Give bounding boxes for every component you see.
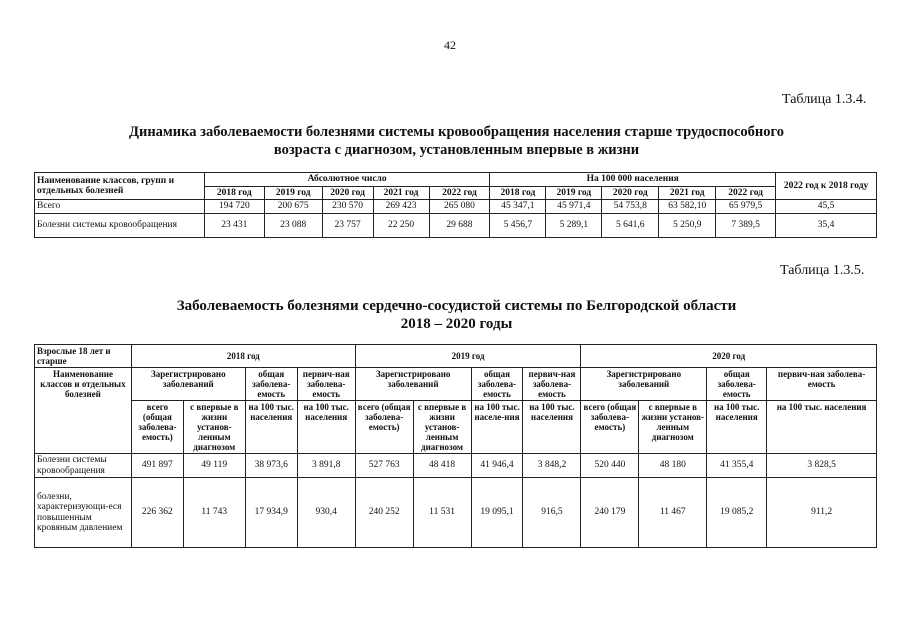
table-cell: 269 423 — [373, 200, 429, 214]
year-header: 2021 год — [373, 186, 429, 200]
table-cell: 7 389,5 — [716, 214, 776, 238]
table-cell: 38 973,6 — [245, 454, 297, 478]
year-header: 2020 год — [322, 186, 373, 200]
table-cell: 240 252 — [355, 478, 413, 548]
table-cell: 48 418 — [413, 454, 471, 478]
table-2-leaf-header-row — [35, 401, 877, 454]
header-per-100k: на 100 тыс. населения — [707, 401, 767, 454]
table-cell: 41 946,4 — [471, 454, 523, 478]
table-1-title-line-1: Динамика заболеваемости болезнями системы кровообращения населения старше трудоспособного — [129, 124, 784, 140]
header-general-morbidity: общая заболева-емость — [707, 368, 767, 401]
table-cell: 35,4 — [776, 214, 877, 238]
table-cell: 5 289,1 — [546, 214, 602, 238]
table-cell: 48 180 — [639, 454, 707, 478]
header-adults: Взрослые 18 лет и старше — [35, 345, 132, 368]
table-cell: 11 743 — [183, 478, 245, 548]
table-cell: 240 179 — [581, 478, 639, 548]
row-label: Болезни системы кровообращения — [35, 214, 205, 238]
year-header: 2022 год — [429, 186, 490, 200]
table-row — [35, 454, 877, 478]
table-1-reference: Таблица 1.3.4. — [782, 92, 867, 107]
page-number: 42 — [444, 38, 456, 52]
header-first-diagnosed: с впервые в жизни установ-ленным диагнозом — [183, 401, 245, 454]
year-header: 2020 год — [602, 186, 659, 200]
header-change-2022-vs-2018: 2022 год к 2018 году — [776, 173, 877, 200]
table-cell: 911,2 — [767, 478, 877, 548]
table-cell: 194 720 — [204, 200, 264, 214]
morbidity-dynamics-table — [34, 172, 877, 238]
table-cell: 22 250 — [373, 214, 429, 238]
table-2-title-line-2: 2018 – 2020 годы — [400, 316, 513, 332]
header-general-morbidity: общая заболева-емость — [471, 368, 523, 401]
table-cell: 17 934,9 — [245, 478, 297, 548]
header-disease-name: Наименование классов, групп и отдельных болезней — [35, 173, 205, 200]
table-cell: 23 431 — [204, 214, 264, 238]
header-primary-morbidity: первич-ная заболева-емость — [523, 368, 581, 401]
header-registered: Зарегистрировано заболеваний — [355, 368, 471, 401]
header-registered: Зарегистрировано заболеваний — [581, 368, 707, 401]
table-cell: 19 095,1 — [471, 478, 523, 548]
year-header: 2021 год — [659, 186, 716, 200]
header-per-100k: на 100 тыс. населения — [245, 401, 297, 454]
table-row — [35, 478, 877, 548]
year-header: 2019 год — [264, 186, 322, 200]
header-per-100k: на 100 тыс. населе-ния — [471, 401, 523, 454]
year-header: 2019 год — [355, 345, 581, 368]
table-cell: 11 531 — [413, 478, 471, 548]
table-row — [35, 200, 877, 214]
table-cell: 916,5 — [523, 478, 581, 548]
table-cell: 54 753,8 — [602, 200, 659, 214]
table-cell: 520 440 — [581, 454, 639, 478]
table-cell: 11 467 — [639, 478, 707, 548]
row-label: Всего — [35, 200, 205, 214]
table-cell: 23 088 — [264, 214, 322, 238]
table-cell: 5 641,6 — [602, 214, 659, 238]
header-primary-morbidity: первич-ная заболева-емость — [767, 368, 877, 401]
table-cell: 63 582,10 — [659, 200, 716, 214]
table-cell: 45 347,1 — [490, 200, 546, 214]
table-2-year-row — [35, 345, 877, 368]
header-primary-morbidity: первич-ная заболева-емость — [297, 368, 355, 401]
year-header: 2019 год — [546, 186, 602, 200]
year-header: 2022 год — [716, 186, 776, 200]
table-cell: 265 080 — [429, 200, 490, 214]
header-per-100k: на 100 тыс. населения — [297, 401, 355, 454]
table-1-header-row — [35, 173, 877, 187]
row-label: болезни, характеризующи-еся повышенным кровяным давлением — [35, 478, 132, 548]
table-cell: 200 675 — [264, 200, 322, 214]
table-cell: 23 757 — [322, 214, 373, 238]
table-cell: 41 355,4 — [707, 454, 767, 478]
header-first-diagnosed: с впервые в жизни установ-ленным диагнозом — [639, 401, 707, 454]
table-cell: 226 362 — [131, 478, 183, 548]
table-cell: 3 828,5 — [767, 454, 877, 478]
header-absolute-number: Абсолютное число — [204, 173, 490, 187]
table-2-reference: Таблица 1.3.5. — [780, 263, 865, 278]
table-cell: 230 570 — [322, 200, 373, 214]
header-registered: Зарегистрировано заболеваний — [131, 368, 245, 401]
header-total: всего (общая заболева-емость) — [131, 401, 183, 454]
table-cell: 5 250,9 — [659, 214, 716, 238]
table-cell: 5 456,7 — [490, 214, 546, 238]
row-label: Болезни системы кровообращения — [35, 454, 132, 478]
table-cell: 29 688 — [429, 214, 490, 238]
table-cell: 45 971,4 — [546, 200, 602, 214]
table-cell: 49 119 — [183, 454, 245, 478]
table-2-title-line-1: Заболеваемость болезнями сердечно-сосудистой системы по Белгородской области — [176, 298, 737, 314]
year-header: 2020 год — [581, 345, 877, 368]
header-total: всего (общая заболева-емость) — [581, 401, 639, 454]
table-2-title — [0, 297, 913, 333]
table-1-title — [0, 123, 913, 159]
year-header: 2018 год — [204, 186, 264, 200]
year-header: 2018 год — [490, 186, 546, 200]
table-cell: 527 763 — [355, 454, 413, 478]
table-cell: 65 979,5 — [716, 200, 776, 214]
header-disease-name: Наименование классов и отдельных болезней — [35, 368, 132, 454]
header-per-100k: на 100 тыс. населения — [767, 401, 877, 454]
header-first-diagnosed: с впервые в жизни установ-ленным диагнозом — [413, 401, 471, 454]
table-cell: 45,5 — [776, 200, 877, 214]
table-1-title-line-2: возраста с диагнозом, установленным впервые в жизни — [273, 142, 640, 158]
table-cell: 930,4 — [297, 478, 355, 548]
table-cell: 19 085,2 — [707, 478, 767, 548]
year-header: 2018 год — [131, 345, 355, 368]
table-2-group-row — [35, 368, 877, 401]
table-cell: 3 891,8 — [297, 454, 355, 478]
header-total: всего (общая заболева-емость) — [355, 401, 413, 454]
header-general-morbidity: общая заболева-емость — [245, 368, 297, 401]
table-cell: 3 848,2 — [523, 454, 581, 478]
header-per-100k: на 100 тыс. населения — [523, 401, 581, 454]
table-row — [35, 214, 877, 238]
header-per-100k: На 100 000 населения — [490, 173, 776, 187]
table-cell: 491 897 — [131, 454, 183, 478]
cardiovascular-morbidity-table — [34, 344, 877, 548]
